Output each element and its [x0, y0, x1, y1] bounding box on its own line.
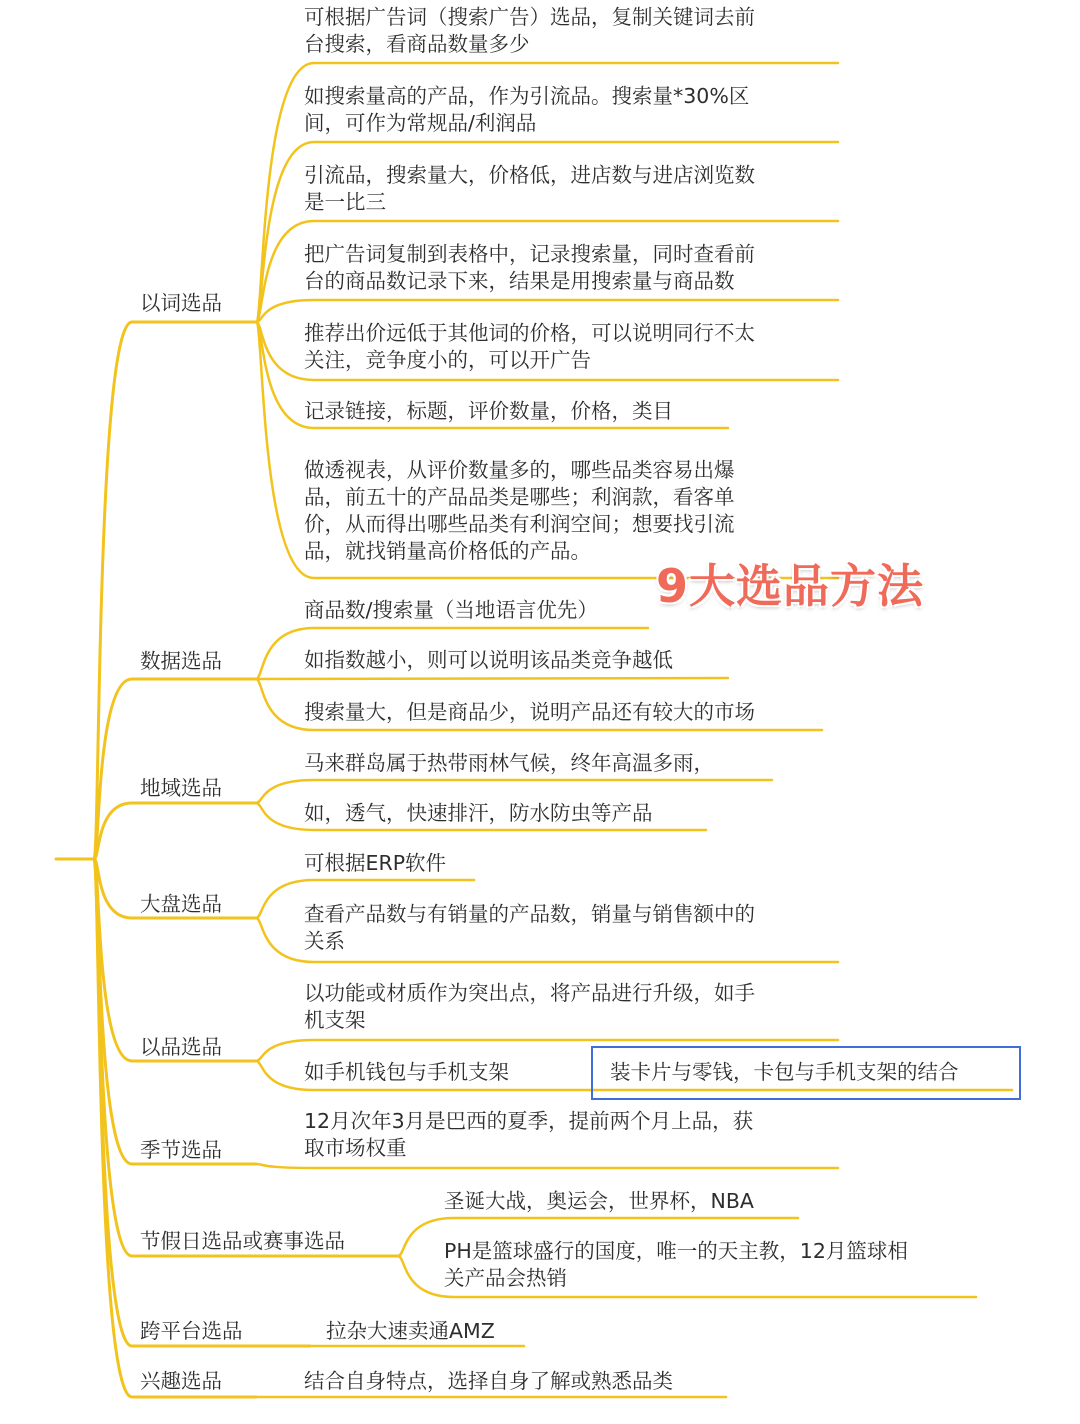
- leaf-text: 查看产品数与有销量的产品数，销量与销售额中的 关系: [304, 902, 755, 953]
- category-jijie: 季节选品: [140, 1138, 222, 1162]
- leaf-text: 结合自身特点，选择自身了解或熟悉品类: [304, 1369, 673, 1393]
- connector-line: [94, 679, 256, 859]
- connector-line: [256, 300, 838, 322]
- leaf-text: 可根据广告词（搜索广告）选品，复制关键词去前 台搜索，看商品数量多少: [304, 5, 755, 56]
- leaf-text: 如搜索量高的产品，作为引流品。搜索量*30%区 间，可作为常规品/利润品: [304, 84, 750, 135]
- category-dapan: 大盘选品: [140, 892, 222, 916]
- leaf-text: 12月次年3月是巴西的夏季，提前两个月上品，获 取市场权重: [304, 1109, 754, 1160]
- leaf-text: 拉杂大速卖通AMZ: [326, 1319, 495, 1343]
- leaf-text: 可根据ERP软件: [304, 851, 447, 875]
- category-xingqu: 兴趣选品: [140, 1369, 222, 1393]
- category-jiejiari: 节假日选品或赛事选品: [140, 1229, 345, 1253]
- leaf-text: 做透视表，从评价数量多的，哪些品类容易出爆 品，前五十的产品品类是哪些；利润款，看客单 价，从而得出哪些品类有利润空间；想要找引流 品，就找销量高价格低的产品。: [304, 458, 735, 563]
- leaf-text: 把广告词复制到表格中，记录搜索量，同时查看前 台的商品数记录下来，结果是用搜索量与商品数: [304, 242, 755, 293]
- connector-line: [256, 678, 728, 679]
- connector-line: [94, 859, 256, 1061]
- overlay-title: 9大选品方法: [656, 559, 925, 613]
- leaf-text: 以功能或材质作为突出点，将产品进行升级，如手 机支架: [304, 981, 755, 1032]
- category-kuapingtai: 跨平台选品: [140, 1319, 243, 1343]
- category-diyu: 地域选品: [140, 776, 222, 800]
- category-ciyu: 以词选品: [140, 291, 222, 315]
- connector-line: [94, 859, 310, 1346]
- connector-line: [256, 1164, 838, 1168]
- leaf-text: 如，透气，快速排汗，防水防虫等产品: [304, 801, 653, 825]
- leaf-text: 圣诞大战，奥运会，世界杯，NBA: [444, 1189, 754, 1213]
- leaf-text: 马来群岛属于热带雨林气候，终年高温多雨，: [304, 751, 714, 775]
- leaf-text: 记录链接，标题，评价数量，价格，类目: [304, 399, 673, 423]
- leaf-text: 引流品，搜索量大，价格低，进店数与进店浏览数 是一比三: [304, 163, 755, 214]
- leaf-text: PH是篮球盛行的国度，唯一的天主教，12月篮球相 关产品会热销: [444, 1239, 908, 1290]
- sub-leaf-text: 装卡片与零钱，卡包与手机支架的结合: [610, 1060, 959, 1084]
- category-shuju: 数据选品: [140, 649, 222, 673]
- leaf-text: 搜索量大，但是商品少，说明产品还有较大的市场: [304, 700, 755, 724]
- leaf-text: 如指数越小，则可以说明该品类竞争越低: [304, 648, 673, 672]
- leaf-text: 推荐出价远低于其他词的价格，可以说明同行不太 关注，竞争度小的，可以开广告: [304, 321, 755, 372]
- leaf-text: 如手机钱包与手机支架: [304, 1060, 509, 1084]
- connector-line: [94, 803, 256, 859]
- category-yipin: 以品选品: [140, 1035, 222, 1059]
- leaf-text: 商品数/搜索量（当地语言优先）: [304, 598, 598, 622]
- highlight-box: [591, 1046, 1021, 1100]
